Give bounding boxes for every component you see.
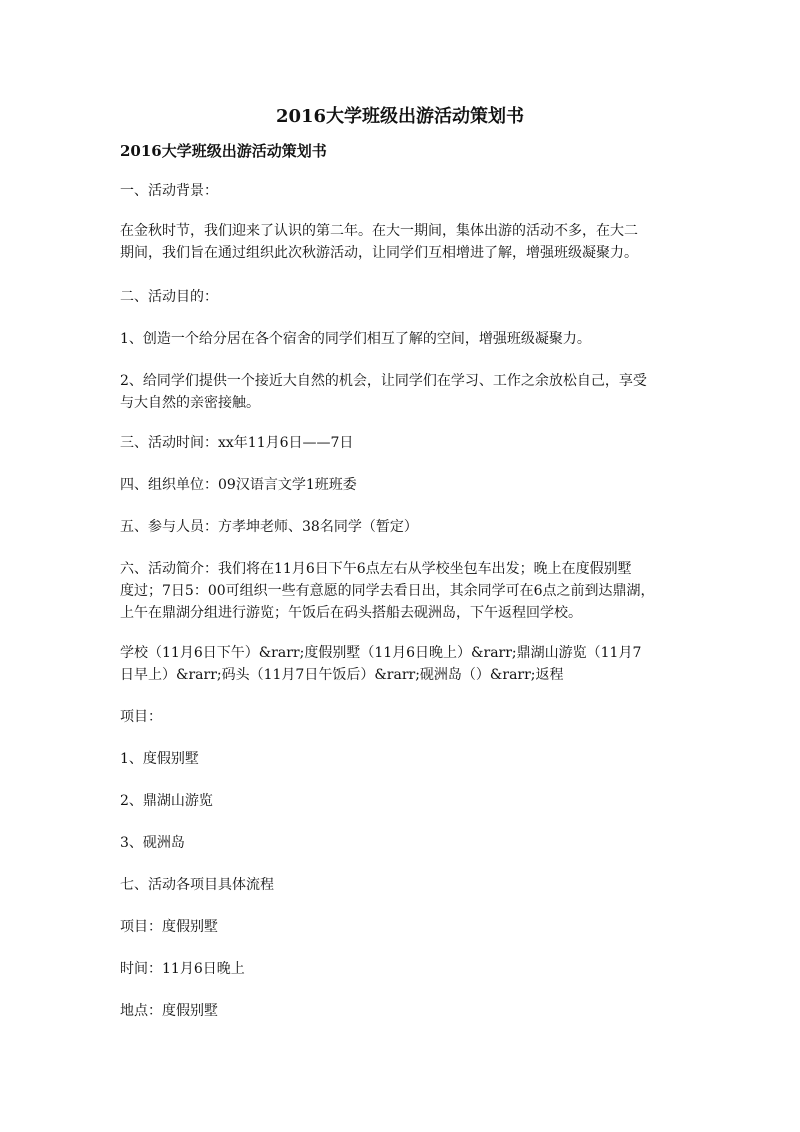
item-dinghu-mountain: 2、鼎湖山游览 (120, 793, 213, 809)
organizer: 四、组织单位：09汉语言文学1班班委 (120, 477, 357, 493)
flow-heading: 七、活动各项目具体流程 (120, 877, 274, 893)
purpose-item-2-line-1: 2、给同学们提供一个接近大自然的机会，让同学们在学习、工作之余放松自己，享受 (120, 373, 647, 389)
flow-project: 项目：度假别墅 (120, 919, 218, 935)
flow-time: 时间：11月6日晚上 (120, 961, 245, 977)
flow-place: 地点：度假别墅 (120, 1003, 218, 1019)
document-title: 2016大学班级出游活动策划书 (275, 106, 525, 127)
document-subtitle: 2016大学班级出游活动策划书 (120, 142, 327, 160)
purpose-item-2 (120, 370, 680, 414)
items-heading: 项目： (120, 709, 162, 725)
activity-summary (120, 558, 680, 624)
background-line-1: 在金秋时节，我们迎来了认识的第二年。在大一期间，集体出游的活动不多，在大二 (120, 223, 638, 239)
route-line-1: 学校（11月6日下午）&rarr;度假别墅（11月6日晚上）&rarr;鼎湖山游览（11月7 (120, 645, 642, 661)
purpose-heading: 二、活动目的： (120, 289, 218, 305)
summary-line-2: 度过；7日5：00可组织一些有意愿的同学去看日出，其余同学可在6点之前到达鼎湖， (120, 583, 655, 599)
route-line-2: 日早上）&rarr;码头（11月7日午饭后）&rarr;砚洲岛（）&rarr;返程 (120, 667, 564, 683)
participants: 五、参与人员：方孝坤老师、38名同学（暂定） (120, 519, 418, 535)
item-villa: 1、度假别墅 (120, 751, 199, 767)
background-paragraph (120, 220, 680, 264)
purpose-item-1: 1、创造一个给分居在各个宿舍的同学们相互了解的空间，增强班级凝聚力。 (120, 331, 591, 347)
activity-time: 三、活动时间：xx年11月6日——7日 (120, 435, 354, 451)
background-line-2: 期间，我们旨在通过组织此次秋游活动，让同学们互相增进了解，增强班级凝聚力。 (120, 245, 638, 261)
summary-line-1: 六、活动简介：我们将在11月6日下午6点左右从学校坐包车出发；晚上在度假别墅 (120, 561, 632, 577)
purpose-item-2-line-2: 与大自然的亲密接触。 (120, 395, 260, 411)
summary-line-3: 上午在鼎湖分组进行游览；午饭后在码头搭船去砚洲岛，下午返程回学校。 (120, 605, 582, 621)
item-yanzhou-island: 3、砚洲岛 (120, 835, 185, 851)
background-heading: 一、活动背景： (120, 183, 218, 199)
route-paragraph (120, 642, 680, 686)
